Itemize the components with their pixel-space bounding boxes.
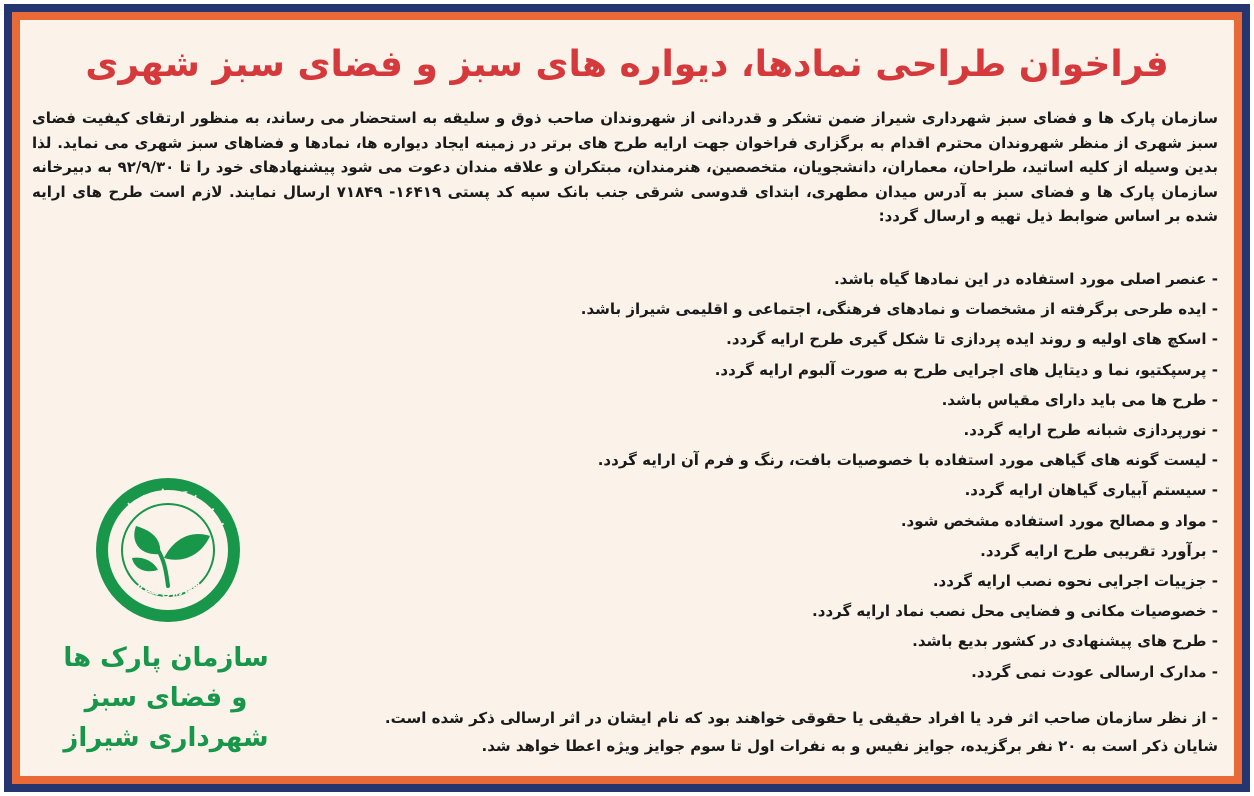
list-item: - برآورد تقریبی طرح ارایه گردد. <box>980 541 1218 560</box>
org-name-line: شهرداری شیراز <box>63 723 269 753</box>
ownership-note: - از نظر سازمان صاحب اثر فرد یا افراد حقیقی یا حقوقی خواهند بود که نام ایشان در اثر ارسالی ذکر شده است. <box>384 709 1218 727</box>
announcement-paper <box>20 20 1234 776</box>
list-item: - جزییات اجرایی نحوه نصب ارایه گردد. <box>932 572 1218 591</box>
org-name-line: سازمان پارک ها <box>63 643 269 673</box>
list-item: - مدارک ارسالی عودت نمی گردد. <box>971 662 1218 681</box>
list-item: - پرسپکتیو، نما و دیتایل های اجرایی طرح به صورت آلبوم ارایه گردد. <box>714 360 1218 379</box>
list-item: - اسکچ های اولیه و روند ایده پردازی تا شکل گیری طرح ارایه گردد. <box>726 330 1218 349</box>
intro-paragraph: سازمان پارک ها و فضای سبز شهرداری شیراز ضمن تشکر و قدردانی از شهروندان صاحب ذوق و سلیقه به استحضار می رساند، به منظور ارتقای کیفیت فضای سبز شهری از منظر شهروندان محترم اقدام به برگزاری فراخوان جهت ارایه طرح های برتر در زمینه ایجاد دیواره ها، نمادها و فضاهای سبز شهری می نماید. لذا بدین وسیله از کلیه اساتید، طراحان، معماران، دانشجویان، متخصصین، هنرمندان، مبتکران و علاقه مندان دعوت می شود پیشنهادهای خود را تا ۹۲/۹/۳۰ به دبیرخانه سازمان پارک ها و فضای سبز به آدرس میدان مطهری، ابتدای قدوسی شرقی جنب بانک سپه کد پستی ۱۶۴۱۹- ۷۱۸۴۹ ارسال نمایند. لازم است طرح های ارایه شده بر اساس ضوابط ذیل تهیه و ارسال گردد: <box>32 109 1218 225</box>
logo-bottom-text: شهرداری شیراز <box>133 578 203 600</box>
list-item: - عنصر اصلی مورد استفاده در این نمادها گیاه باشد. <box>833 270 1218 288</box>
organization-name <box>56 638 276 758</box>
list-item: - مواد و مصالح مورد استفاده مشخص شود. <box>900 511 1218 530</box>
list-item: - طرح های پیشنهادی در کشور بدیع باشد. <box>912 632 1218 651</box>
announcement-title: فراخوان طراحی نمادها، دیواره های سبز و فضای سبز شهری <box>85 44 1169 85</box>
prize-note: شایان ذکر است به ۲۰ نفر برگزیده، جوایز نفیس و به نفرات اول تا سوم جوایز ویژه اعطا خواهد شد. <box>481 737 1218 755</box>
org-name-line: و فضای سبز <box>84 683 248 713</box>
list-item: - لیست گونه های گیاهی مورد استفاده با خصوصیات بافت، رنگ و فرم آن ارایه گردد. <box>597 451 1218 470</box>
list-item: - خصوصیات مکانی و فضایی محل نصب نماد ارایه گردد. <box>812 602 1218 621</box>
list-item: - سیستم آبیاری گیاهان ارایه گردد. <box>964 481 1218 500</box>
inner-border <box>12 12 1242 784</box>
list-item: - ایده طرحی برگرفته از مشخصات و نمادهای فرهنگی، اجتماعی و اقلیمی شیراز باشد. <box>580 300 1218 319</box>
organization-logo <box>92 474 244 626</box>
logo-ring-text: سازمان پارک ها و فضای سبز <box>107 487 229 539</box>
outer-border <box>4 4 1250 792</box>
list-item: - نورپردازی شبانه طرح ارایه گردد. <box>963 421 1218 440</box>
list-item: - طرح ها می باید دارای مقیاس باشد. <box>941 390 1218 409</box>
